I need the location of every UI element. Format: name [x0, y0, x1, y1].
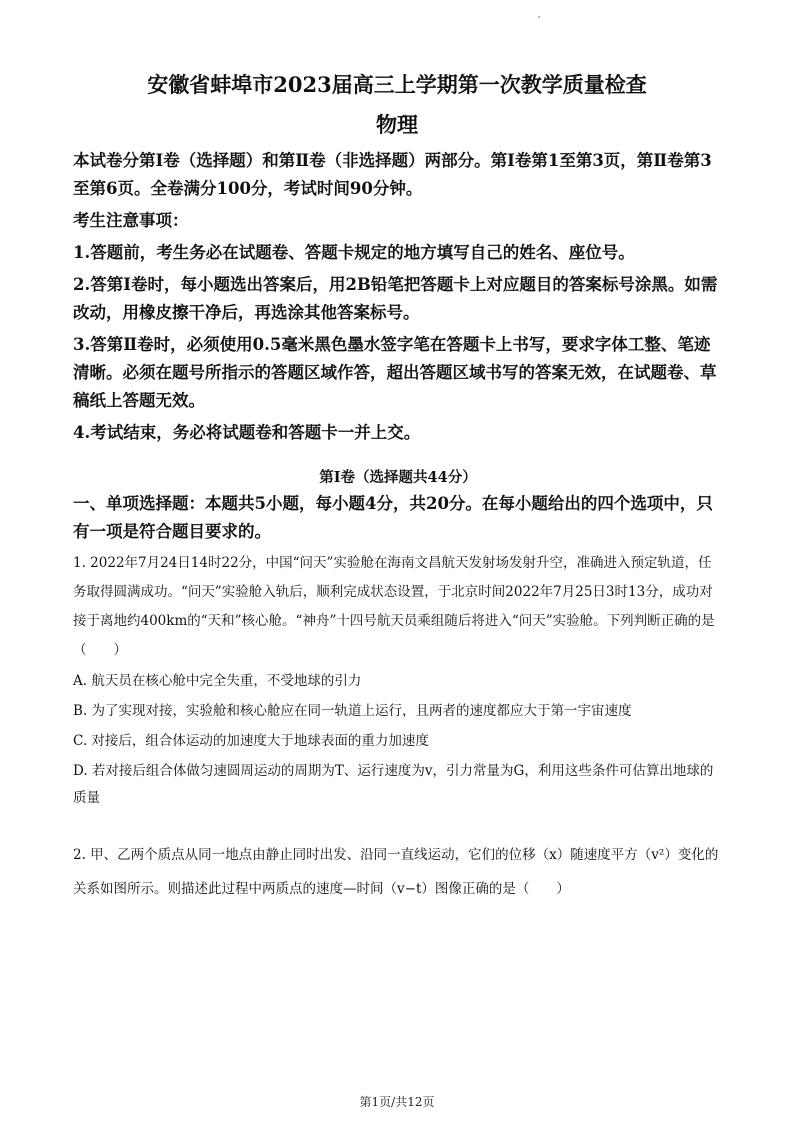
notice-item-2: 2.答第Ⅰ卷时，每小题选出答案后，用2B铅笔把答题卡上对应题目的答案标号涂黑。如需改动，用橡皮擦干净后，再选涂其他答案标号。 — [73, 275, 718, 322]
notice-item-4: 4.考试结束，务必将试题卷和答题卡一并上交。 — [73, 423, 421, 442]
question-1-option-c: C. 对接后，组合体运动的加速度大于地球表面的重力加速度 — [73, 733, 429, 749]
question-1-option-a: A. 航天员在核心舱中完全失重，不受地球的引力 — [73, 673, 362, 689]
notice-item-1: 1.答题前，考生务必在试题卷、答题卡规定的地方填写自己的姓名、座位号。 — [73, 243, 635, 262]
instructions-intro: 本试卷分第Ⅰ卷（选择题）和第Ⅱ卷（非选择题）两部分。第Ⅰ卷第1至第3页，第Ⅱ卷第3至第6页。全卷满分100分，考试时间90分钟。 — [73, 151, 712, 198]
notice-item-3: 3.答第Ⅱ卷时，必须使用0.5毫米黑色墨水签字笔在答题卡上书写，要求字体工整、笔迹清晰。必须在题号所指示的答题区域作答，超出答题区域书写的答案无效，在试题卷、草稿纸上答题无效。 — [73, 335, 717, 410]
instructions-block — [73, 147, 723, 447]
part-heading: 一、单项选择题：本题共5小题，每小题4分，共20分。在每小题给出的四个选项中，只有一项是符合题目要求的。 — [73, 494, 713, 541]
scan-speck — [538, 16, 540, 18]
question-2-stem: 2. 甲、乙两个质点从同一地点由静止同时出发、沿同一直线运动，它们的位移（x）随速度平方（v²）变化的关系如图所示。则描述此过程中两质点的速度—时间（v−t）图像正确的是（ ） — [73, 847, 719, 897]
question-1 — [73, 549, 723, 812]
exam-title: 安徽省蚌埠市2023届高三上学期第一次教学质量检查 — [147, 72, 647, 97]
notice-heading: 考生注意事项： — [73, 211, 189, 230]
question-1-option-d: D. 若对接后组合体做匀速圆周运动的周期为T、运行速度为v，引力常量为G，利用这些条件可估算出地球的质量 — [73, 763, 714, 806]
exam-subject: 物理 — [376, 112, 418, 137]
section-heading: 第Ⅰ卷（选择题共44分） — [319, 469, 477, 486]
question-1-option-b: B. 为了实现对接，实验舱和核心舱应在同一轨道上运行，且两者的速度都应大于第一宇宙速度 — [73, 703, 632, 719]
question-1-stem: 1. 2022年7月24日14时22分，中国“问天”实验舱在海南文昌航天发射场发射升空，准确进入预定轨道，任务取得圆满成功。“问天”实验舱入轨后，顺利完成状态设置，于北京时间2022年7月25日3时13分，成功对接于离地约400km的“天和”核心舱。“神舟”十四号航天员乘组随后将进入“问天”实验舱。下列判断正确的是（ ） — [73, 555, 715, 658]
question-2 — [73, 838, 723, 906]
page-footer: 第1页/共12页 — [359, 1095, 435, 1109]
